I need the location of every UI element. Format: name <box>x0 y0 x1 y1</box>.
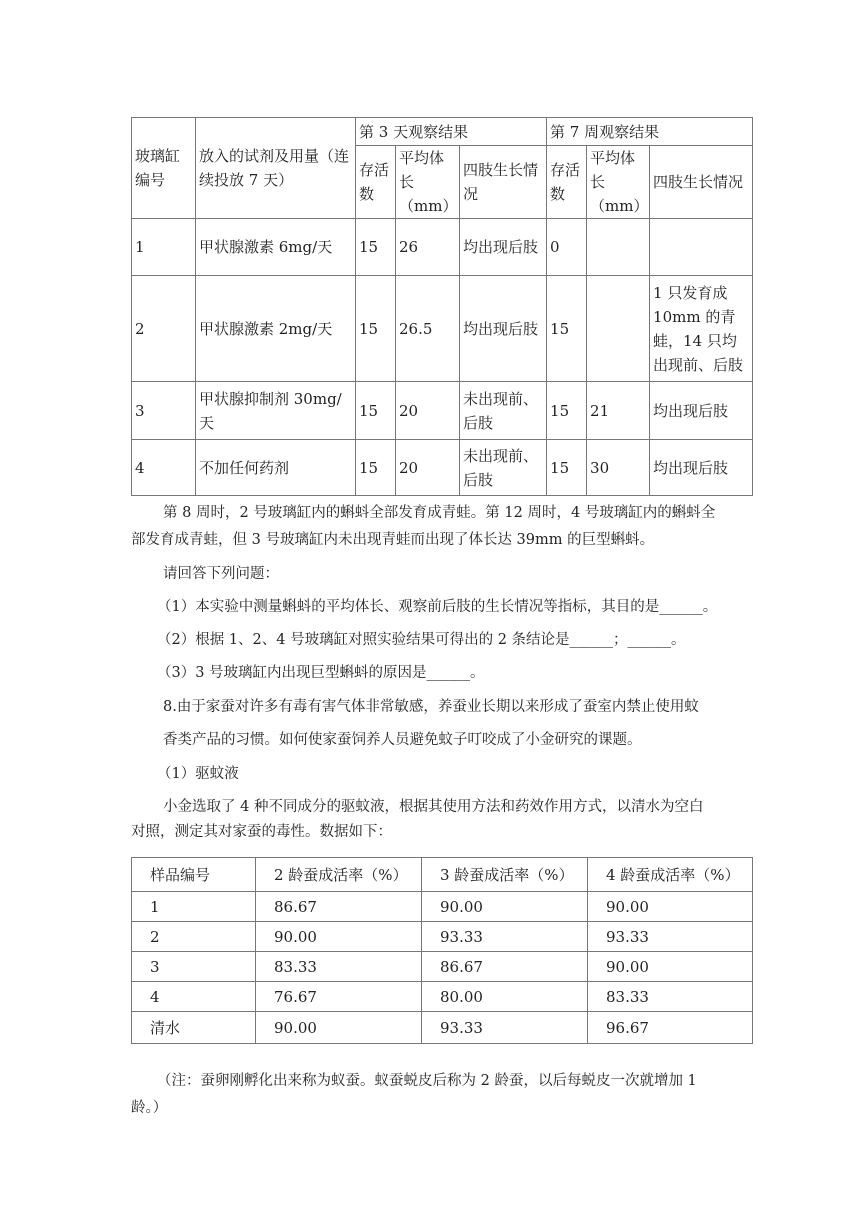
cell-sample: 1 <box>132 892 256 922</box>
cell-instar-2: 90.00 <box>256 922 422 952</box>
subheading-mosquito-repellent: （1）驱蚊液 <box>157 766 239 782</box>
cell-w7-len <box>587 276 650 382</box>
cell-d3-survive: 15 <box>356 276 396 382</box>
cell-w7-limb: 均出现后肢 <box>650 440 753 496</box>
cell-instar-2: 90.00 <box>256 1012 422 1044</box>
cell-w7-survive: 15 <box>547 440 587 496</box>
cell-reagent: 甲状腺抑制剂 30mg/天 <box>196 382 356 440</box>
cell-d3-survive: 15 <box>356 219 396 276</box>
cell-w7-limb: 1 只发育成 10mm 的青蛙，14 只均出现前、后肢 <box>650 276 753 382</box>
cell-d3-len: 20 <box>396 440 460 496</box>
paragraph-week8-cont: 部发育成青蛙，但 3 号玻璃缸内未出现青蛙而出现了体长达 39mm 的巨型蝌蚪。 <box>131 532 655 548</box>
paragraph-q8: 8.由于家蚕对许多有毒有害气体非常敏感，养蚕业长期以来形成了蚕室内禁止使用蚊 <box>163 699 699 715</box>
paragraph-samples: 小金选取了 4 种不同成分的驱蚊液，根据其使用方法和药效作用方式，以清水为空白 <box>163 799 704 815</box>
cell-instar-3: 86.67 <box>422 952 588 982</box>
table-row <box>132 440 753 496</box>
header-instar-2: 2 龄蚕成活率（%） <box>256 858 422 892</box>
note: （注：蚕卵刚孵化出来称为蚁蚕。蚁蚕蜕皮后称为 2 龄蚕，以后每蜕皮一次就增加 1 <box>157 1073 697 1089</box>
header-sample-no: 样品编号 <box>132 858 256 892</box>
cell-instar-4: 90.00 <box>588 952 753 982</box>
header-w7-survivors: 存活数 <box>547 146 587 219</box>
cell-no: 2 <box>132 276 196 382</box>
cell-d3-limb: 未出现前、后肢 <box>460 382 547 440</box>
cell-instar-3: 80.00 <box>422 982 588 1012</box>
cell-sample: 2 <box>132 922 256 952</box>
header-day3: 第 3 天观察结果 <box>356 118 547 146</box>
table-row <box>132 982 753 1012</box>
cell-d3-len: 26 <box>396 219 460 276</box>
header-w7-avg-length: 平均体长（mm） <box>587 146 650 219</box>
table-row <box>132 952 753 982</box>
cell-instar-4: 90.00 <box>588 892 753 922</box>
cell-w7-survive: 15 <box>547 382 587 440</box>
cell-instar-4: 93.33 <box>588 922 753 952</box>
cell-sample: 4 <box>132 982 256 1012</box>
cell-instar-4: 83.33 <box>588 982 753 1012</box>
paragraph-week8: 第 8 周时，2 号玻璃缸内的蝌蚪全部发育成青蛙。第 12 周时，4 号玻璃缸内的蝌蚪全 <box>163 505 716 521</box>
paragraph-q8-cont: 香类产品的习惯。如何使家蚕饲养人员避免蚊子叮咬成了小金研究的课题。 <box>163 732 642 748</box>
cell-no: 1 <box>132 219 196 276</box>
table-row <box>132 276 753 382</box>
cell-instar-3: 93.33 <box>422 1012 588 1044</box>
question-prompt: 请回答下列问题： <box>163 566 279 582</box>
cell-instar-3: 90.00 <box>422 892 588 922</box>
header-instar-4: 4 龄蚕成活率（%） <box>588 858 753 892</box>
cell-d3-len: 20 <box>396 382 460 440</box>
table-row <box>132 382 753 440</box>
cell-w7-limb: 均出现后肢 <box>650 382 753 440</box>
header-d3-survivors: 存活数 <box>356 146 396 219</box>
cell-d3-limb: 均出现后肢 <box>460 219 547 276</box>
header-d3-limbs: 四肢生长情况 <box>460 146 547 219</box>
cell-instar-2: 83.33 <box>256 952 422 982</box>
cell-w7-len <box>587 219 650 276</box>
cell-d3-survive: 15 <box>356 382 396 440</box>
cell-d3-limb: 均出现后肢 <box>460 276 547 382</box>
cell-reagent: 甲状腺激素 2mg/天 <box>196 276 356 382</box>
question-1: （1）本实验中测量蝌蚪的平均体长、观察前后肢的生长情况等指标，其目的是______。 <box>157 599 718 615</box>
question-3: （3）3 号玻璃缸内出现巨型蝌蚪的原因是______。 <box>157 665 485 681</box>
cell-d3-limb: 未出现前、后肢 <box>460 440 547 496</box>
cell-d3-len: 26.5 <box>396 276 460 382</box>
table-row <box>132 922 753 952</box>
paragraph-samples-cont: 对照，测定其对家蚕的毒性。数据如下： <box>131 824 392 840</box>
cell-w7-limb <box>650 219 753 276</box>
cell-no: 4 <box>132 440 196 496</box>
cell-instar-3: 93.33 <box>422 922 588 952</box>
header-d3-avg-length: 平均体长（mm） <box>396 146 460 219</box>
cell-instar-2: 86.67 <box>256 892 422 922</box>
question-2: （2）根据 1、2、4 号玻璃缸对照实验结果可得出的 2 条结论是______；______。 <box>157 632 686 648</box>
cell-instar-2: 76.67 <box>256 982 422 1012</box>
experiment-table <box>131 117 753 496</box>
cell-no: 3 <box>132 382 196 440</box>
note-cont: 龄。） <box>131 1100 168 1116</box>
cell-reagent: 甲状腺激素 6mg/天 <box>196 219 356 276</box>
cell-d3-survive: 15 <box>356 440 396 496</box>
cell-w7-len: 21 <box>587 382 650 440</box>
table-row <box>132 1012 753 1044</box>
cell-instar-4: 96.67 <box>588 1012 753 1044</box>
header-instar-3: 3 龄蚕成活率（%） <box>422 858 588 892</box>
header-reagent: 放入的试剂及用量（连续投放 7 天） <box>196 118 356 219</box>
cell-sample: 3 <box>132 952 256 982</box>
table-row <box>132 892 753 922</box>
table-row <box>132 219 753 276</box>
header-week7: 第 7 周观察结果 <box>547 118 753 146</box>
cell-sample: 清水 <box>132 1012 256 1044</box>
survival-rate-table <box>131 857 753 1044</box>
cell-reagent: 不加任何药剂 <box>196 440 356 496</box>
header-w7-limbs: 四肢生长情况 <box>650 146 753 219</box>
cell-w7-len: 30 <box>587 440 650 496</box>
header-tank-no: 玻璃缸编号 <box>132 118 196 219</box>
cell-w7-survive: 0 <box>547 219 587 276</box>
cell-w7-survive: 15 <box>547 276 587 382</box>
